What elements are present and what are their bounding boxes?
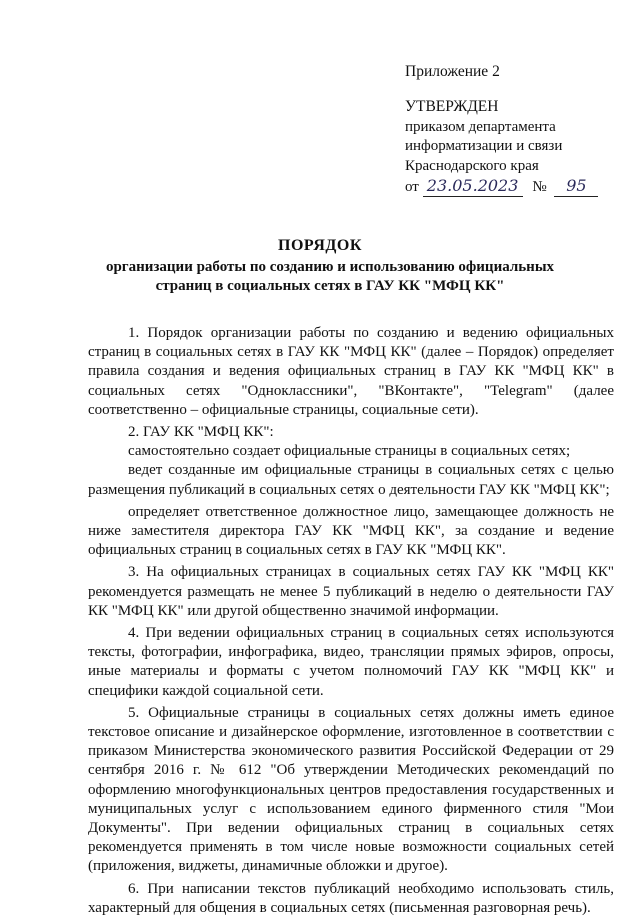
paragraph-6: 6. При написании текстов публикаций необходимо использовать стиль, характерный для общения в социальных сетях (письменная разговорная речь). [88,880,614,916]
paragraph-2-item-3: определяет ответственное должностное лицо, замещающее должность не ниже заместителя директора ГАУ КК "МФЦ КК", за создание и ведение официальных страниц в социальных сетях в ГАУ КК "МФЦ КК". [88,503,614,559]
paragraph-2-item-1: самостоятельно создает официальные страницы в социальных сетях; [128,443,571,460]
paragraph-5: 5. Официальные страницы в социальных сетях должны иметь единое текстовое описание и дизайнерское оформление, изготовленное в соответствии с приказом Министерства экономического развития Российской Федерации от 29 сентября 2016 г. № 612 "Об утверждении Методических рекомендаций по оформлению многофункциональных центров предоставления государственных и муниципальных услуг с использованием единого фирменного стиля "Мои Документы". При ведении официальных страниц в социальных сетях рекомендуется применять в том числе новые возможности социальных сетей (приложения, виджеты, динамичные обложки и другое). [88,704,614,875]
appendix-label: Приложение 2 [405,63,500,80]
paragraph-3: 3. На официальных страницах в социальных сетях ГАУ КК "МФЦ КК" рекомендуется размещать не менее 5 публикаций в неделю о деятельности ГАУ КК "МФЦ КК" или другой общественно значимой информации. [88,564,614,619]
document-title: ПОРЯДОК [278,237,362,254]
paragraph-2: 2. ГАУ КК "МФЦ КК": [128,424,274,441]
paragraph-1: 1. Порядок организации работы по созданию и ведению официальных страниц в социальных сетях в ГАУ КК "МФЦ КК" (далее – Порядок) определяет правила создания и ведения официальных страниц в ГАУ КК "МФЦ КК" в социальных сетях "Одноклассники", "ВКонтакте", "Telegram" (далее соответственно – официальные страницы, социальные сети). [88,325,614,418]
date-prefix: от [405,179,419,195]
approval-line-2: информатизации и связи [405,138,563,154]
document-body [88,324,614,918]
paragraph-2-item-2: ведет созданные им официальные страницы в социальных сетях с целью размещения публикаций в социальных сетях о деятельности ГАУ КК "МФЦ КК"; [88,462,614,498]
approved-heading: УТВЕРЖДЕН [405,98,499,115]
approval-line-3: Краснодарского края [405,157,539,174]
approval-line-1: приказом департамента [405,118,556,135]
order-date-line [405,176,598,198]
number-sign: № [532,179,547,195]
paragraph-4: 4. При ведении официальных страниц в социальных сетях используются тексты, фотографии, инфографика, видео, трансляции прямых эфиров, опросы, иные материалы и форматы с учетом полномочий ГАУ КК "МФЦ КК" и специфики каждой социальной сети. [88,625,614,699]
order-date-handwritten: 23.05.2023 [423,176,523,197]
order-number-handwritten: 95 [554,176,598,197]
approval-block [405,97,598,198]
document-subtitle: организации работы по созданию и использованию официальных страниц в социальных сетях в ГАУ КК "МФЦ КК" [105,259,555,294]
